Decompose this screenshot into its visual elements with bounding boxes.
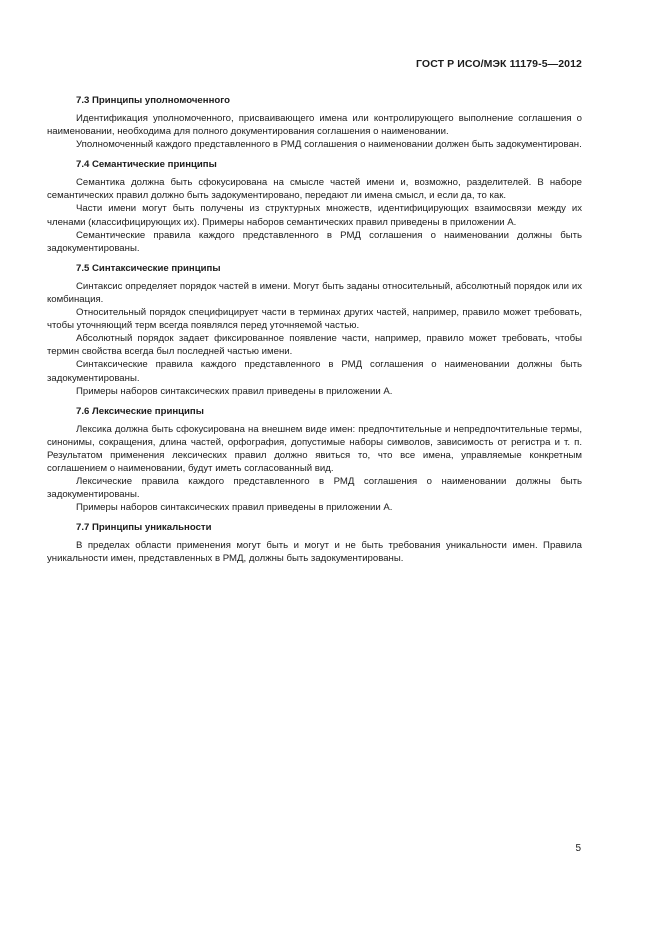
page-number: 5 (575, 843, 581, 854)
section-heading: 7.4 Семантические принципы (76, 159, 217, 171)
section-heading: 7.7 Принципы уникальности (76, 522, 212, 534)
section-7-7 (47, 521, 582, 565)
paragraph: Части имени могут быть получены из структурных множеств, идентифицирующих взаимосвязи между их членами (классифицирующих их). Примеры наборов семантических правил приведены в приложении А. (47, 203, 582, 228)
standard-code-header: ГОСТ Р ИСО/МЭК 11179-5—2012 (416, 58, 582, 70)
paragraph: Относительный порядок специфицирует части в терминах других частей, например, правило может требовать, чтобы уточняющий терм всегда появлялся перед уточняемой частью. (47, 307, 582, 332)
section-7-3 (47, 94, 582, 151)
paragraph: Лексика должна быть сфокусирована на внешнем виде имен: предпочтительные и непредпочтительные термы, синонимы, сокращения, длина частей, орфография, допустимые наборы символов, зависимость от регистра и т. п. Результатом применения лексических правил должно явиться то, что все имена, управляемые конкретным соглашением о наименовании, будут иметь согласованный вид. (47, 423, 582, 474)
section-7-4 (47, 158, 582, 255)
paragraph: Уполномоченный каждого представленного в РМД соглашения о наименовании должен быть задокументирован. (76, 139, 582, 151)
section-7-6 (47, 405, 582, 515)
document-body (47, 94, 582, 573)
section-7-5 (47, 262, 582, 398)
paragraph: Идентификация уполномоченного, присваивающего имена или контролирующего выполнение соглашения о наименовании, необходима для полного документирования соглашения о наименовании. (47, 113, 582, 138)
paragraph: Семантика должна быть сфокусирована на смысле частей имени и, возможно, разделителей. В наборе семантических правил должно быть задокументировано, передают ли имена смысл, и если да, то как. (47, 177, 582, 202)
paragraph: Лексические правила каждого представленного в РМД соглашения о наименовании должны быть задокументированы. (47, 476, 582, 501)
section-heading: 7.5 Синтаксические принципы (76, 262, 221, 274)
paragraph: Примеры наборов синтаксических правил приведены в приложении А. (76, 385, 393, 397)
section-heading: 7.3 Принципы уполномоченного (76, 95, 230, 106)
paragraph: В пределах области применения могут быть и могут и не быть требования уникальности имен. Правила уникальности имен, представленных в РМД, должны быть задокументированы. (47, 540, 582, 565)
paragraph: Синтаксис определяет порядок частей в имени. Могут быть заданы относительный, абсолютный порядок или их комбинация. (47, 280, 582, 305)
paragraph: Семантические правила каждого представленного в РМД соглашения о наименовании должны быть задокументированы. (47, 229, 582, 254)
paragraph: Синтаксические правила каждого представленного в РМД соглашения о наименовании должны быть задокументированы. (47, 359, 582, 384)
section-heading: 7.6 Лексические принципы (76, 405, 204, 417)
paragraph: Примеры наборов синтаксических правил приведены в приложении А. (76, 502, 393, 514)
paragraph: Абсолютный порядок задает фиксированное появление части, например, правило может требовать, чтобы термин свойства всегда был последней частью имени. (47, 333, 582, 358)
